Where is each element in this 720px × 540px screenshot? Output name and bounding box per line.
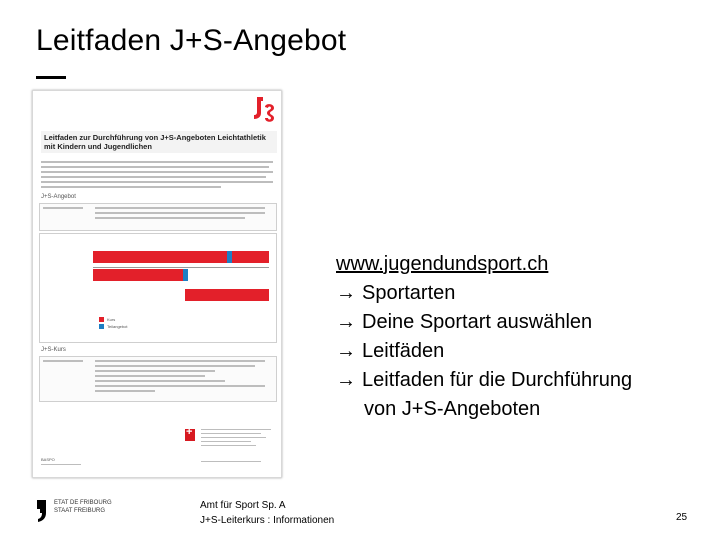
slide-title: Leitfaden J+S-Angebot: [36, 24, 347, 57]
text-line: [95, 212, 265, 214]
legend-label: Teilangebot: [107, 324, 128, 329]
text-line: [201, 429, 271, 430]
right-arrow-icon: →: [336, 282, 356, 304]
text-line: [201, 437, 266, 438]
text-line: [201, 433, 261, 434]
footer-line: Amt für Sport Sp. A: [200, 500, 286, 511]
text-line: [43, 207, 83, 209]
legend-swatch-red: [99, 317, 104, 322]
text-line: [95, 207, 265, 209]
title-underline: [36, 76, 66, 79]
text-line: [95, 380, 225, 382]
text-line: [43, 360, 83, 362]
footer-logo-text: ETAT DE FRIBOURG STAAT FREIBURG: [54, 500, 112, 514]
text-line: [41, 176, 266, 178]
swiss-flag-icon: [185, 429, 195, 441]
list-item: → Leitfaden für die Durchführung: [336, 366, 632, 395]
text-line: [95, 390, 155, 392]
right-arrow-icon: →: [336, 369, 356, 391]
chart-axis: [93, 267, 269, 268]
section-title: J+S-Kurs: [41, 347, 66, 353]
legend-swatch-blue: [99, 324, 104, 329]
document-thumbnail: [32, 90, 282, 478]
section-title: J+S-Angebot: [41, 194, 76, 200]
document-heading: Leitfaden zur Durchführung von J+S-Angeboten Leichtathletik mit Kindern und Jugendlichen: [41, 131, 277, 153]
text-line: [201, 441, 251, 442]
red-bar: [93, 269, 183, 281]
list-item: → Deine Sportart auswählen: [336, 308, 632, 337]
text-line: [41, 181, 273, 183]
blue-marker: [227, 251, 232, 263]
text-line: [41, 464, 81, 465]
fribourg-logo-icon: [36, 500, 48, 522]
footer-organization: [200, 498, 334, 528]
section-box: [39, 356, 277, 402]
document-footer-label: BASPO: [41, 457, 55, 462]
list-item: → Leitfäden: [336, 337, 632, 366]
red-bar: [93, 251, 269, 263]
legend-label: Kurs: [107, 317, 116, 322]
text-line: [95, 370, 215, 372]
text-line: [201, 445, 256, 446]
navigation-instructions: [336, 250, 632, 424]
text-line: [41, 171, 273, 173]
text-line: [201, 461, 261, 462]
js-logo-icon: [253, 95, 275, 125]
right-arrow-icon: →: [336, 340, 356, 362]
chart-box: [39, 233, 277, 343]
list-item-continuation: von J+S-Angeboten: [364, 398, 541, 420]
text-line: [41, 166, 269, 168]
page-number: 25: [676, 512, 688, 523]
jugendundsport-link[interactable]: www.jugendundsport.ch: [336, 253, 549, 275]
text-line: [95, 375, 205, 377]
red-bar: [185, 289, 269, 301]
text-line: [95, 365, 255, 367]
text-line: [41, 186, 221, 188]
text-line: [95, 360, 265, 362]
right-arrow-icon: →: [336, 311, 356, 333]
text-line: [95, 217, 245, 219]
text-line: [41, 161, 273, 163]
blue-marker: [183, 269, 188, 281]
list-item: → Sportarten: [336, 279, 632, 308]
footer-line: J+S-Leiterkurs : Informationen: [200, 515, 335, 526]
text-line: [95, 385, 265, 387]
